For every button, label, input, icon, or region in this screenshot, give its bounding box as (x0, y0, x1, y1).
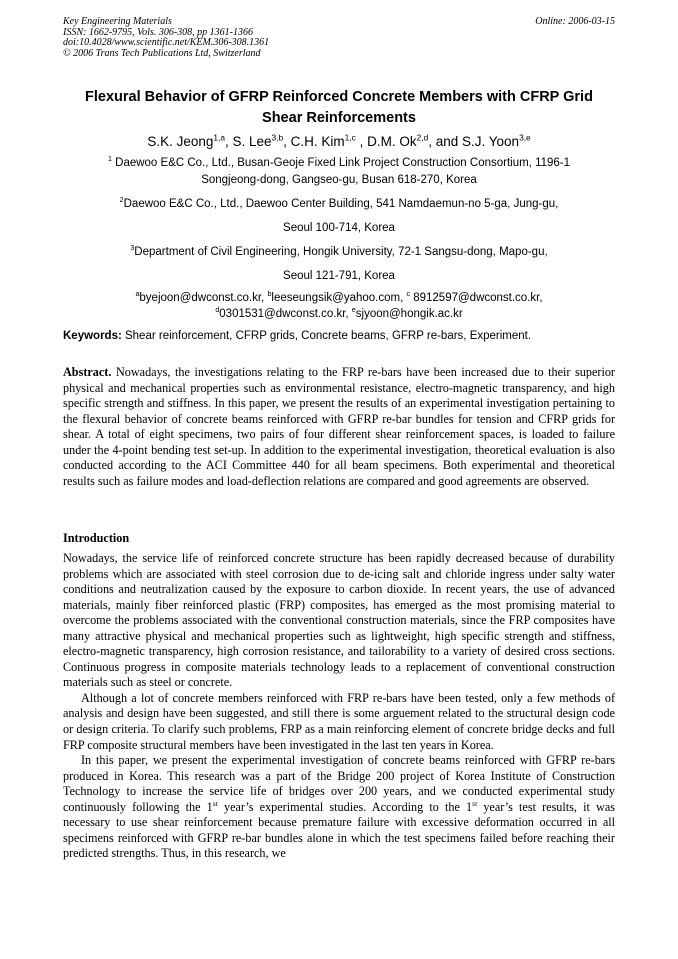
copyright-line: © 2006 Trans Tech Publications Ltd, Switzerland (63, 47, 261, 59)
affiliation-text: Seoul 121-791, Korea (283, 270, 395, 282)
journal-name: Key Engineering Materials (63, 16, 172, 27)
affiliation-sup: 2 (119, 196, 124, 205)
paper-title: Flexural Behavior of GFRP Reinforced Concrete Members with CFRP Grid Shear Reinforcements (85, 89, 593, 126)
email-sup: c (406, 290, 411, 299)
email-sup: a (135, 290, 140, 299)
email-link[interactable]: 0301531@dwconst.co.kr, (219, 307, 352, 320)
journal-header (63, 17, 269, 59)
author-sup: 3,e (519, 132, 531, 143)
paragraph: Nowadays, the service life of reinforced concrete structure has been rapidly decreased because of durability problems which are associated with steel corrosion due to de-icing salt and chloride ingress under salty water conditions and neutralization caused by the exposure to carbon dioxide. In recent years, the use of advanced materials, mainly fiber reinforced plastic (FRP) composites, has emerged as the most promising material to overcome the problems associated with the conventional construction materials, since the FRP composites have many attractive physical and mechanical properties such as lightweight, high specific strength and stiffness, electro-magnetic transparency, high corrosion resistance, and tailorability to a variety of desired cross sections. Continuous progress in composite materials technology leads to a replacement of conventional construction materials such as steel or concrete. (63, 551, 615, 690)
author-sup: 3,b (271, 132, 284, 143)
front-matter (63, 87, 615, 322)
affiliation-text: Seoul 100-714, Korea (283, 222, 395, 234)
email-sup: d (215, 305, 220, 314)
author-separator: , (283, 134, 291, 149)
introduction-heading: Introduction (63, 531, 130, 545)
author-name: D.M. Ok (367, 134, 417, 149)
author-sup: 1,a (213, 132, 225, 143)
abstract-section (63, 365, 615, 489)
paragraph-text: year’s test results, it was necessary to use shear reinforcement because premature failure with excessive deformation occurred in all specimens reinforced with GFRP re-bar bundles alone in which the test specimens failed before reaching their predicted strengths. Thus, in this research, we (63, 799, 615, 861)
email-link[interactable]: byejoon@dwconst.co.kr, (139, 292, 268, 304)
abstract-text: Nowadays, the investigations relating to the FRP re-bars have been increased due to their superior physical and mechanical properties such as environmental resistance, electro-magnetic transparency, and high specific strength and stiffness. In this paper, we present the results of an experimental investigation pertaining to the flexural behavior of concrete beams reinforced with GFRP re-bar bundles for tension and CFRP grids for shear. A total of eight specimens, two pairs of four different shear reinforcement spaces, is loaded to failure under the 4-point bending test set-up. In addition to the experimental investigation, theoretical evaluation is also conducted according to the ACI Committee 440 for all beam specimens. Both experimental and theoretical results such as failure modes and load-deflection relations are compared and good agreements are observed. (63, 365, 615, 488)
online-date: Online: 2006-03-15 (535, 16, 615, 27)
affiliation-text: Daewoo E&C Co., Ltd., Daewoo Center Building, 541 Namdaemun-no 5-ga, Jung-gu, (123, 198, 559, 210)
paragraph-text: year’s experimental studies. According to the 1 (217, 799, 473, 814)
affiliation-2 (63, 196, 615, 237)
introduction-body (63, 551, 615, 862)
abstract-label: Abstract. (63, 365, 112, 379)
author-sup: 2,d (416, 132, 429, 143)
author-name: S. Lee (232, 134, 272, 149)
email-sup: b (267, 290, 272, 299)
ordinal-sup: st (472, 798, 478, 808)
email-link[interactable]: 8912597@dwconst.co.kr, (410, 292, 543, 304)
affiliation-text: Department of Civil Engineering, Hongik University, 72-1 Sangsu-dong, Mapo-gu, (134, 246, 548, 258)
ordinal-sup: st (212, 798, 218, 808)
affiliation-1 (63, 155, 615, 189)
affiliation-text: Daewoo E&C Co., Ltd., Busan-Geoje Fixed Link Project Construction Consortium, 1196-1 (111, 157, 571, 169)
doi-line: doi:10.4028/www.scientific.net/KEM.306-308.1361 (63, 37, 270, 48)
affiliation-3 (63, 244, 615, 285)
affiliation-sup: 3 (130, 244, 135, 253)
email-sup: e (351, 305, 356, 314)
paragraph: Although a lot of concrete members reinforced with FRP re-bars have been tested, only a few methods of analysis and design have been suggested, and still there is some arguement related to the structural design code or design criteria. To clarify such problems, FRP as a main reinforcing element of concrete bridge decks and full FRP composite structural members have been investigated in the last ten years in Korea. (63, 690, 615, 752)
keywords-section (63, 329, 615, 344)
keywords-text: Shear reinforcement, CFRP grids, Concrete beams, GFRP re-bars, Experiment. (121, 330, 532, 342)
email-list (63, 291, 615, 322)
author-name: S.K. Jeong (147, 134, 214, 149)
keywords-label: Keywords: (63, 330, 122, 342)
paragraph (63, 753, 615, 862)
email-link[interactable]: leeseungsik@yahoo.com, (271, 292, 407, 304)
author-list (63, 133, 615, 151)
author-separator: , (355, 134, 368, 149)
issn-line: ISSN: 1662-9795, Vols. 306-308, pp 1361-1366 (63, 26, 253, 38)
affiliation-text: Songjeong-dong, Gangseo-gu, Busan 618-270, Korea (201, 174, 477, 186)
affiliation-sup: 1 (107, 155, 112, 164)
paragraph-text: In this paper, we present the experimental investigation of concrete beams reinforced with GFRP re-bars produced in Korea. This research was a part of the Bridge 200 project of Korea Institute of Construction Technology to increase the service life of bridges over 200 years, and we conducted experimental study continuously following the 1 (63, 753, 615, 814)
author-name: C.H. Kim (290, 134, 345, 149)
email-link[interactable]: sjyoon@hongik.ac.kr (355, 307, 463, 320)
author-sup: 1,c (344, 132, 356, 143)
author-name: S.J. Yoon (462, 134, 520, 149)
author-separator: , (224, 134, 233, 149)
author-separator: , and (428, 134, 462, 149)
